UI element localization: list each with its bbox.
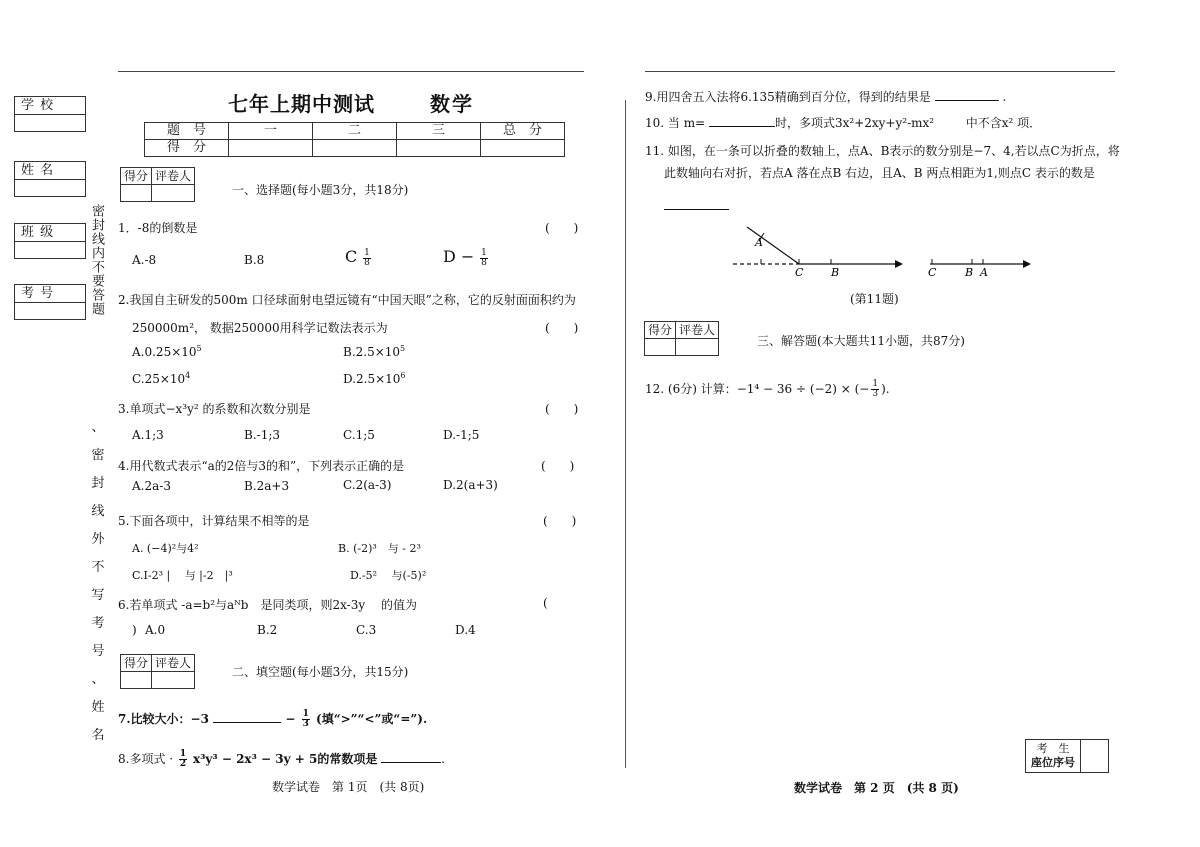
q2-option-a-text: A.0.25×10 [132,345,197,359]
question-11-line1: 11. 如图，在一条可以折叠的数轴上，点A、B表示的数分别是−7、4,若以点C为折点，将 [645,144,1120,158]
grader-reviewer-field[interactable] [676,339,719,356]
grader-box-2 [120,654,195,689]
grader-box-1 [120,167,195,202]
question-9-end: . [1002,90,1007,104]
section-solve-heading: 三、解答题(本大题共11小题，共87分) [757,334,965,348]
q2-option-c-text: C.25×10 [132,372,186,386]
fraction [363,249,371,268]
question-2-line1: 2.我国自主研发的500m 口径球面射电望远镜有“中国天眼”之称，它的反射面面积约为 [118,293,576,307]
score-table-row [145,123,565,140]
exam-title: 七年上期中测试 [228,92,375,116]
page-2-footer: 数学试卷 第 2 页 (共 8 页) [794,781,959,795]
score-header-cell: 一 [229,123,313,140]
answer-paren[interactable]: ( ) [541,459,575,473]
question-9-text: 9.用四舍五入法将6.135精确到百分位，得到的结果是 [645,90,931,104]
question-9 [645,88,1006,105]
q2-option-c [132,372,190,386]
score-entry-cell[interactable] [229,140,313,157]
exam-subject: 数学 [430,92,474,116]
fraction-den: 2 [179,759,187,769]
question-7-text: 7.比较大小：−3 [118,712,209,726]
q1-option-a: A.-8 [132,253,157,267]
answer-paren-close: ) [132,623,137,637]
question-11-line2: 此数轴向右对折，若点A 落在点B 右边，且A、B 两点相距为1,则点C 表示的数是 [664,166,1095,180]
fraction-den: 8 [481,258,487,268]
grader-score-label: 得分 [121,655,152,672]
label-b: B [831,266,840,279]
question-8-end: . [441,752,445,766]
answer-blank[interactable] [709,126,775,127]
figure-caption: (第11题) [850,292,899,306]
q5-option-c: C.I-2³ | 与 |-2 |³ [132,569,233,582]
question-7-tail: (填“>”“<”或“=”). [316,712,428,726]
question-10-text: 10. 当 m= [645,116,706,130]
answer-blank[interactable] [213,722,281,723]
score-header-cell: 三 [397,123,481,140]
score-entry-cell[interactable] [397,140,481,157]
section-choice-heading: 一、选择题(每小题3分，共18分) [232,183,409,197]
school-field[interactable] [15,115,85,131]
seal-char: 、 [91,672,105,687]
grader-reviewer-label: 评卷人 [152,655,195,672]
name-field[interactable] [15,180,85,196]
q3-option-b: B.-1;3 [244,428,280,442]
label-b: B [965,266,974,279]
q6-option-b: B.2 [257,623,278,637]
q1-option-c-label: C [345,247,358,266]
question-10-mid: 时，多项式3x²+2xy+y²-mx² [774,116,935,130]
answer-paren[interactable]: ( ) [545,402,579,416]
fraction-num: 1 [179,749,187,759]
q3-option-a: A.1;3 [132,428,164,442]
score-header-cell: 总 分 [481,123,565,140]
answer-paren[interactable]: ( ) [545,321,579,335]
seal-char: 线 [91,504,105,519]
question-7 [118,710,427,729]
fraction-num: 1 [364,248,370,258]
exam-number-label: 考 号 [15,285,85,303]
question-12-tail: ). [881,382,890,396]
name-box [14,161,86,197]
q2-option-d-text: D.2.5×10 [343,372,401,386]
question-7-minus: − [285,712,296,726]
school-box [14,96,86,132]
score-table-row [145,140,565,157]
fraction-num: 1 [872,379,879,389]
seal-outside-notice [90,414,106,750]
grader-score-label: 得分 [645,322,676,339]
question-10-end: 中不含x² 项． [965,116,1042,130]
q2-option-b [343,345,405,359]
q5-option-a: A. (−4)²与4² [132,542,199,555]
seal-char: 姓 [91,700,105,715]
folded-number-line-figure [725,220,1035,288]
grader-score-label: 得分 [121,168,152,185]
top-rule-right [645,71,1115,72]
answer-paren-open[interactable]: ( [543,596,548,610]
q4-option-d: D.2(a+3) [443,478,498,492]
question-1: 1．-8的倒数是 [118,221,198,235]
seal-char: 名 [91,728,105,743]
name-label: 姓 名 [15,162,85,180]
score-label-cell: 得 分 [145,140,229,157]
class-box [14,223,86,259]
page-divider [625,100,626,768]
seal-char: 写 [91,588,105,603]
q1-option-c [345,247,373,268]
axis-arrow [895,260,903,268]
question-8-text: 8.多项式 · [118,752,174,766]
answer-blank[interactable] [935,100,999,101]
answer-paren[interactable]: ( ) [545,221,579,235]
fraction-num: 1 [302,709,309,719]
label-c: C [795,266,804,279]
school-label: 学 校 [15,97,85,115]
class-label: 班 级 [15,224,85,242]
seat-label-1: 考 生 [1036,742,1070,755]
seat-number-field[interactable] [1081,740,1109,773]
top-rule-left [118,71,584,72]
score-entry-cell[interactable] [313,140,397,157]
grader-reviewer-field[interactable] [152,672,195,689]
exponent: 6 [400,371,406,380]
grader-score-field[interactable] [121,672,152,689]
q4-option-b: B.2a+3 [244,479,290,493]
q1-option-d-label: D − [443,247,475,266]
score-entry-cell[interactable] [481,140,565,157]
fraction-den: 8 [364,258,370,268]
exponent: 5 [400,344,406,353]
fraction [179,750,187,769]
exam-number-field[interactable] [15,303,85,319]
answer-paren[interactable]: ( ) [543,514,577,528]
q6-option-a: A.0 [145,623,166,637]
q1-option-b: B.8 [244,253,265,267]
fraction-den: 3 [302,719,309,729]
q2-option-d [343,372,406,386]
question-5: 5.下面各项中，计算结果不相等的是 [118,514,310,528]
fraction [871,380,879,399]
seal-char: 外 [91,532,105,547]
page-1-footer: 数学试卷 第 1页 (共 8页) [272,780,425,794]
fraction [480,249,488,268]
seal-char: 不 [91,560,105,575]
section-fill-heading: 二、填空题(每小题3分，共15分) [232,665,409,679]
score-header-cell: 二 [313,123,397,140]
fraction [302,710,310,729]
seal-char: 考 [91,616,105,631]
exponent: 4 [185,371,191,380]
question-4: 4.用代数式表示“a的2倍与3的和”，下列表示正确的是 [118,459,405,473]
grader-reviewer-label: 评卷人 [152,168,195,185]
seal-char: 号 [91,644,105,659]
q3-option-c: C.1;5 [343,428,375,442]
question-10 [645,114,1041,131]
exponent: 5 [196,344,202,353]
grader-box-3 [644,321,719,356]
exam-number-box [14,284,86,320]
score-table [144,122,565,157]
q6-option-c: C.3 [356,623,377,637]
class-field[interactable] [15,242,85,258]
grader-reviewer-label: 评卷人 [676,322,719,339]
question-6: 6.若单项式 -a=b²与aᴺb 是同类项，则2x-3y 的值为 [118,598,417,612]
q5-option-b: B. (-2)³ 与 - 2³ [338,542,421,555]
seal-char: 封 [91,476,105,491]
question-2-line2: 250000m²， 数据250000用科学记数法表示为 [132,321,388,335]
seat-label-2: 座位序号 [1031,756,1075,769]
seal-char: 、 [91,420,105,435]
question-12-text: 12. (6分) 计算：−1⁴ − 36 ÷ (−2) × (− [645,382,870,396]
fraction-num: 1 [481,248,487,258]
axis-arrow-2 [1023,260,1031,268]
q4-option-a: A.2a-3 [132,479,171,493]
seat-label-cell [1026,740,1081,773]
answer-blank[interactable] [381,762,441,763]
q4-option-c: C.2(a-3) [343,478,392,492]
q2-option-b-text: B.2.5×10 [343,345,401,359]
q6-option-d: D.4 [455,623,476,637]
question-8 [118,750,445,769]
question-12 [645,380,890,399]
answer-blank[interactable] [664,197,729,210]
score-header-cell: 题 号 [145,123,229,140]
fraction-den: 3 [872,389,879,399]
label-a: A [755,236,763,249]
question-8-expr: x³y³ − 2x³ − 3y + 5的常数项是 [193,752,378,766]
seal-char: 密 [91,448,105,463]
grader-reviewer-field[interactable] [152,185,195,202]
q1-option-d [443,247,490,268]
label-a: A [980,266,988,279]
q5-option-d: D.-5² 与(-5)² [350,569,427,582]
seal-line-notice: 密封线内不要答题 [89,204,104,316]
grader-score-field[interactable] [121,185,152,202]
q2-option-a [132,345,202,359]
label-c: C [928,266,937,279]
q3-option-d: D.-1;5 [443,428,480,442]
seat-number-box [1025,739,1109,773]
question-3: 3.单项式−x³y² 的系数和次数分别是 [118,402,311,416]
grader-score-field[interactable] [645,339,676,356]
